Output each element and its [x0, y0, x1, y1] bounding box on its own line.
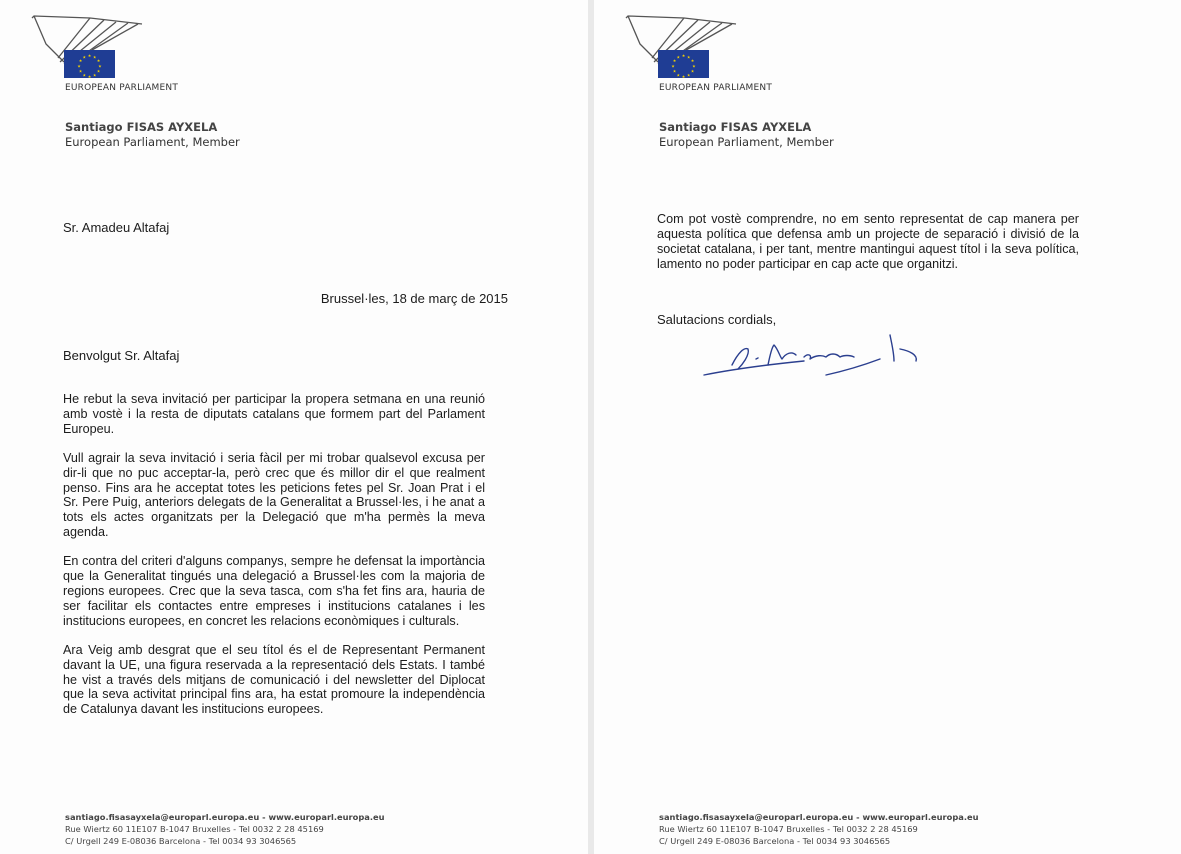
salutation: Benvolgut Sr. Altafaj	[63, 348, 180, 363]
svg-text:★: ★	[681, 53, 686, 58]
svg-text:★: ★	[690, 68, 695, 74]
svg-text:★: ★	[78, 68, 83, 74]
org-name: EUROPEAN PARLIAMENT	[65, 83, 179, 93]
svg-text:★: ★	[686, 54, 691, 60]
svg-text:★: ★	[672, 58, 677, 64]
body-paragraph: Com pot vostè comprendre, no em sento representat de cap manera per aquesta política que defensa amb un projecte de separació i divisió de la societat catalana, i per tant, mentre mantingui aquest títol i la seva política, lamento no poder participar en cap acte que organitzi.	[657, 212, 1079, 271]
letter-page-1	[0, 0, 588, 854]
european-parliament-logo	[30, 12, 170, 82]
svg-text:★: ★	[78, 58, 83, 64]
body-paragraph: He rebut la seva invitació per participar la propera setmana en una reunió amb vostè i la resta de diputats catalans que formem part del Parlament Europeu.	[63, 392, 485, 436]
footer	[659, 811, 979, 847]
letter-body	[63, 392, 485, 731]
sender-role: European Parliament, Member	[659, 135, 834, 149]
footer-email-web: santiago.fisasayxela@europarl.europa.eu - www.europarl.europa.eu	[659, 812, 979, 822]
sender-name: Santiago FISAS AYXELA	[659, 120, 812, 134]
body-paragraph: En contra del criteri d'alguns companys, sempre he defensat la importància que la Generalitat tingués una delegació a Brussel·les com la majoria de regions europees. Crec que la seva tasca, com s'ha fet fins ara, hauria de ser facilitar els contactes entre empreses i institucions catalanes i les institucions europees, en concret les relacions econòmiques i culturals.	[63, 554, 485, 628]
svg-text:★: ★	[87, 53, 92, 58]
svg-text:★: ★	[82, 54, 87, 60]
sender-role: European Parliament, Member	[65, 135, 240, 149]
footer	[65, 811, 385, 847]
footer-address-barcelona: C/ Urgell 249 E-08036 Barcelona - Tel 0034 93 3046565	[659, 836, 891, 846]
svg-text:★: ★	[681, 73, 686, 79]
svg-text:★: ★	[690, 58, 695, 64]
svg-text:★: ★	[676, 72, 681, 78]
svg-text:★: ★	[96, 58, 101, 64]
svg-text:★: ★	[96, 68, 101, 74]
org-name: EUROPEAN PARLIAMENT	[659, 83, 773, 93]
svg-text:★: ★	[686, 72, 691, 78]
footer-address-brussels: Rue Wiertz 60 11E107 B-1047 Bruxelles - Tel 0032 2 28 45169	[65, 824, 324, 834]
closing: Salutacions cordials,	[657, 312, 777, 327]
european-parliament-logo	[624, 12, 764, 82]
svg-text:★: ★	[82, 72, 87, 78]
letter-page-2	[594, 0, 1181, 854]
recipient: Sr. Amadeu Altafaj	[63, 220, 170, 235]
svg-text:★: ★	[98, 63, 102, 69]
body-paragraph: Vull agrair la seva invitació i seria fàcil per mi trobar qualsevol excusa per dir-li que no puc acceptar-la, però crec que és millor dir el que realment penso. Fins ara he acceptat totes les peticions fetes pel Sr. Joan Prat i el Sr. Pere Puig, anteriors delegats de la Generalitat a Brussel·les, i he anat a tots els actes organitzats per la Delegació que m'ha permès la meva agenda.	[63, 450, 485, 540]
svg-text:★: ★	[87, 73, 92, 79]
svg-text:★: ★	[672, 68, 677, 74]
svg-text:★: ★	[92, 72, 97, 78]
svg-text:★: ★	[92, 54, 97, 60]
sender-name: Santiago FISAS AYXELA	[65, 120, 218, 134]
svg-text:★: ★	[676, 54, 681, 60]
svg-text:★: ★	[671, 63, 675, 69]
letter-date: Brussel·les, 18 de març de 2015	[320, 291, 508, 306]
letter-body	[657, 212, 1079, 286]
footer-address-brussels: Rue Wiertz 60 11E107 B-1047 Bruxelles - Tel 0032 2 28 45169	[659, 824, 918, 834]
svg-text:★: ★	[77, 63, 81, 69]
footer-address-barcelona: C/ Urgell 249 E-08036 Barcelona - Tel 0034 93 3046565	[65, 836, 297, 846]
svg-text:★: ★	[692, 63, 696, 69]
body-paragraph: Ara Veig amb desgrat que el seu títol és el de Representant Permanent davant la UE, una figura reservada a la representació dels Estats. I també he vist a través dels mitjans de comunicació i del newsletter del Diplocat que la seva activitat principal fins ara, ha estat promoure la independència de Catalunya davant les institucions europees.	[63, 642, 485, 717]
handwritten-signature	[694, 325, 934, 385]
footer-email-web: santiago.fisasayxela@europarl.europa.eu - www.europarl.europa.eu	[65, 812, 385, 822]
